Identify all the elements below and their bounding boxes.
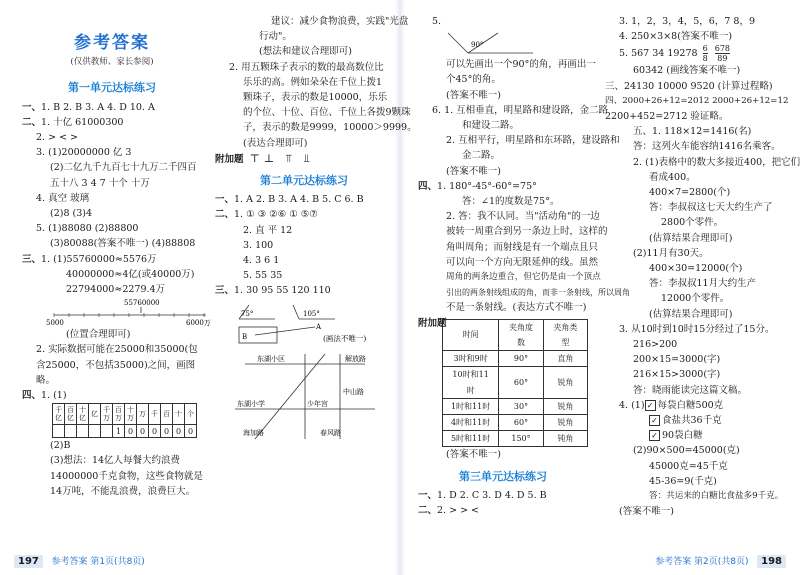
angle-90-drawing <box>438 29 538 57</box>
pv-value-cell: 0 <box>137 425 149 438</box>
table-cell: 3时和9时 <box>443 351 499 367</box>
table-cell: 1时和11时 <box>443 398 499 414</box>
draw-note: (画法不唯一) <box>323 333 367 343</box>
pv-head-cell: 百 <box>161 404 173 425</box>
table-cell: 锐角 <box>543 415 587 431</box>
pv-value-cell <box>101 425 113 438</box>
c3-fujia: 附加题 <box>418 317 447 329</box>
table-cell: 锐角 <box>543 367 587 398</box>
u1-q2-3: 3. (1)20000000 亿 3 <box>36 147 132 159</box>
c4-q5-line: 2800个零件。 <box>661 217 724 229</box>
c2-q2-5: 子，表示的数是9999，10000＞9999。 <box>243 122 417 134</box>
c4-q5-line: 216×15>3000(字) <box>633 369 721 381</box>
c2-top-2: 行动"。 <box>259 31 292 43</box>
map-diagram <box>215 349 390 444</box>
u2-q2-1: 二、1. ① ③ ②⑥ ① ⑤⑦ <box>215 209 318 221</box>
u2-q3-1: 三、1. 30 95 55 120 110 <box>215 285 331 297</box>
page-number-left: 197 <box>14 555 43 568</box>
c4-q5-line: 答：这列火车能容纳1416名乘客。 <box>633 141 781 153</box>
c4-q5-line: (2)11月有30天。 <box>633 247 709 259</box>
pv-value-cell: 0 <box>173 425 185 438</box>
c2-top-1: 建议：减少食物浪费，实践"光盘 <box>271 16 409 27</box>
checkbox-3: ✓ <box>649 430 660 441</box>
footer-right <box>655 554 786 567</box>
c4-b-3: 2200+452=2712 验证略。 <box>605 111 729 123</box>
table-cell: 60° <box>499 415 544 431</box>
c3-q6-2: 和建设二路。 <box>462 120 520 132</box>
u1-q4-label: 四、1. (1) <box>22 390 67 402</box>
page-subtitle: (仅供教师、家长参阅) <box>70 57 154 68</box>
map-label-4: 少年宫 <box>307 399 328 408</box>
checkbox-1: ✓ <box>645 400 656 411</box>
c4-q5-line: 3. 从10时到10时15分经过了15分。 <box>619 323 775 335</box>
u1-q3-2: 40000000≈4亿(或40000万) <box>66 268 195 280</box>
pv-value-cell <box>65 425 77 438</box>
c4-q5-line: 答：李叔叔这七天大约生产了 <box>649 202 773 214</box>
c3-q7-2: 答：∠1的度数是75°。 <box>462 196 560 208</box>
svg-text:B: B <box>242 332 248 341</box>
table-header: 时间 <box>443 319 499 350</box>
map-label-2: 解放路 <box>345 354 366 363</box>
c4-q4-2: ✓ 食盐共36千克 <box>605 413 785 428</box>
c3-q7-6: 可以向一个方向无限延伸的线。虽然 <box>446 256 599 268</box>
c4-a-2: 4. 250×3×8(答案不唯一) <box>619 31 733 43</box>
pv-value-cell <box>89 425 101 438</box>
pv-head-cell: 十亿 <box>77 404 89 425</box>
c4-l5: 5. 567 34 19278 $\frac{6}{8}$ $\frac{678}{89}$ <box>619 44 731 64</box>
c4-q5-line: 2. (1)表格中的数大多接近400，把它们 <box>633 156 800 168</box>
u1-q4-3: (3)想法：14亿人每餐大约浪费 <box>50 455 181 467</box>
c4-q5-block <box>605 124 800 398</box>
c3-q6-4: 金二路。 <box>462 150 501 162</box>
checkbox-2: ✓ <box>649 415 660 426</box>
pv-head-cell: 百万 <box>113 404 125 425</box>
pv-head-cell: 个 <box>185 404 197 425</box>
u1-q2-5: 五十八 3 4 7 十个 十万 <box>50 177 150 189</box>
footer-right-text: 参考答案 第2页(共8页) <box>655 557 749 567</box>
column-2 <box>215 14 417 444</box>
unit3-title: 第三单元达标练习 <box>459 469 547 483</box>
c4-q5-line: 答：李叔叔11月大约生产 <box>649 278 757 290</box>
table-cell: 4时和11时 <box>443 415 499 431</box>
clock-angle-table <box>442 319 588 448</box>
c4-q5-line: 看成400。 <box>649 171 696 183</box>
page-number-right: 198 <box>757 555 786 568</box>
pv-head-cell: 十 <box>173 404 185 425</box>
fraction-1: $\frac{6}{8}$ <box>702 44 708 64</box>
table-row <box>443 367 588 398</box>
ray-a <box>448 33 468 53</box>
table-row <box>443 398 588 414</box>
u1-q2-6: 4. 真空 玻璃 <box>36 192 90 204</box>
c4-b-1: 三、24130 10000 9520 (计算过程略) <box>605 80 773 92</box>
c4-q4-r4: 答：共运来的白糖比食盐多9千克。 <box>649 491 784 502</box>
column-3 <box>418 14 630 518</box>
number-line <box>46 297 216 327</box>
u2-q2-2: 2. 直 平 12 <box>243 224 293 236</box>
table-row <box>443 431 588 447</box>
c2-q2-6: (表达合理即可) <box>243 137 308 149</box>
u1-q4-5: 14万吨，不能乱浪费，浪费巨大。 <box>50 485 196 497</box>
place-value-table <box>52 403 197 438</box>
c3-q5-2: 个45°的角。 <box>446 74 501 86</box>
table-cell: 60° <box>499 367 544 398</box>
u1-q2-4: (2)二亿九千九百七十九万二千四百 <box>50 162 197 174</box>
u1-q2-1: 二、1. 十亿 61000300 <box>22 116 124 128</box>
map-label-3: 东湖小学 <box>237 399 265 408</box>
table-header: 夹角类型 <box>543 319 587 350</box>
c4-q4-r2: 45000克=45千克 <box>649 460 728 472</box>
c4-q5-line: (估算结果合理即可) <box>649 308 733 320</box>
c3-q6-1: 6. 1. 互相垂直，明星路和建设路，金二路 <box>432 104 609 116</box>
c3-q6-5: (答案不唯一) <box>446 165 501 177</box>
u1-q2-9: (3)80088(答案不唯一) (4)88808 <box>50 238 196 250</box>
c4-q5-line: 五、1. 118×12=1416(名) <box>633 126 752 138</box>
map-label-7: 春风路 <box>320 428 341 437</box>
c4-q5-line: 400×30=12000(个) <box>649 263 743 275</box>
c4-q5-line: 400×7=2800(个) <box>649 187 731 199</box>
u2-q2-5: 5. 55 35 <box>243 270 283 282</box>
pv-head-cell: 千 <box>149 404 161 425</box>
book-gutter <box>395 0 405 575</box>
u2-q2-3: 3. 100 <box>243 239 274 251</box>
table-cell: 5时和11时 <box>443 431 499 447</box>
u1-q3-q2: 2. 实际数据可能在25000和35000(包含25000，不包括35000)之间，画图略。 <box>36 344 198 386</box>
pv-value-cell <box>77 425 89 438</box>
pv-value-cell: 0 <box>185 425 197 438</box>
u1-q3-1: 三、1. (1)55760000≈5576万 <box>22 253 157 265</box>
u3-q1: 一、1. D 2. C 3. D 4. D 5. B <box>418 489 547 501</box>
c4-q5-line: 答：晓雨能读完这篇文稿。 <box>633 384 748 396</box>
c2-q2-1: 2. 用五颗珠子表示的数的最高数位比 <box>229 61 384 73</box>
c3-q6-3: 2. 互相平行，明星路和东环路，建设路和 <box>446 135 620 147</box>
c3-q7-3: 2. 答：我不认同。当"活动角"的一边 <box>446 211 600 223</box>
pv-head-cell: 万 <box>137 404 149 425</box>
column-1 <box>22 14 211 499</box>
column-4 <box>605 14 800 520</box>
u2-q1: 一、1. A 2. B 3. A 4. B 5. C 6. B <box>215 194 364 206</box>
c2-top-3: (想法和建议合理即可) <box>259 46 352 58</box>
c4-q4-r1: (2)90×500=45000(克) <box>633 445 740 457</box>
c4-q4-1: 4. (1) ✓ 每袋白糖500克 <box>619 399 724 411</box>
c3-q7-4: 被转一周重合到另一条边上时，这样的 <box>446 226 608 238</box>
c4-q5-line: 200×15=3000(字) <box>633 354 721 366</box>
unit2-title: 第二单元达标练习 <box>260 174 348 188</box>
pv-value-cell <box>53 425 65 438</box>
map-label-1: 东湖小区 <box>257 354 285 363</box>
table-cell: 钝角 <box>543 431 587 447</box>
c4-q4-3: ✓ 90袋白糖 <box>605 428 785 443</box>
table-cell: 直角 <box>543 351 587 367</box>
u1-q2-7: (2)8 (3)4 <box>50 208 93 220</box>
deg-label: 90° <box>471 41 484 50</box>
c3-q5-1: 可以先画出一个90°的角，再画出一 <box>446 59 596 71</box>
u1-q2-2: 2. > < > <box>36 132 79 144</box>
pv-value-cell: 0 <box>149 425 161 438</box>
pv-head-cell: 千亿 <box>53 404 65 425</box>
u1-q3-note: (位置合理即可) <box>66 329 131 341</box>
pv-head-cell: 百亿 <box>65 404 77 425</box>
map-label-6: 海加路 <box>243 428 264 437</box>
u1-q4-2: (2)B <box>50 440 71 452</box>
c3-q5-3: (答案不唯一) <box>446 89 501 101</box>
c4-b-2: 四、2000+26+12=2012 2000+26+12=12 <box>605 95 789 106</box>
pv-head-cell: 千万 <box>101 404 113 425</box>
pv-value-cell: 0 <box>161 425 173 438</box>
c2-q2-4: 的个位、十位、百位、千位上各拨9颗珠 <box>243 107 411 119</box>
table-cell: 锐角 <box>543 398 587 414</box>
c2-q2-2: 乐乐的高。例如朵朵在千位上拨1 <box>243 76 383 88</box>
table-cell: 30° <box>499 398 544 414</box>
svg-text:A: A <box>316 322 322 331</box>
footer-left <box>14 554 145 567</box>
fraction-2: $\frac{678}{89}$ <box>714 44 731 64</box>
table-cell: 10时和11时 <box>443 367 499 398</box>
pv-head-cell: 亿 <box>89 404 101 425</box>
c4-q5-line: 12000个零件。 <box>661 293 730 305</box>
table-header: 夹角度数 <box>499 319 544 350</box>
u2-q2-4: 4. 3 6 1 <box>243 255 280 267</box>
angle2-label: 105° <box>303 309 320 318</box>
c3-q7-1: 四、1. 180°-45°-60°=75° <box>418 180 537 192</box>
c3-q7-7: 周角的两条边重合，但它仍是由一个顶点 <box>446 272 601 283</box>
u1-q4-4: 14000000千克食物，这些食物就是 <box>50 470 203 482</box>
c4-l5b: 60342 (画线答案不唯一) <box>633 65 741 77</box>
u1-q3-3: 22794000≈2279.4万 <box>66 284 166 296</box>
unit1-title: 第一单元达标练习 <box>68 81 156 95</box>
u1-q1: 一、1. B 2. B 3. A 4. D 10. A <box>22 101 155 113</box>
c4-q4-r3: 45-36=9(千克) <box>649 475 717 487</box>
numline-left-label: 5000 <box>46 319 64 328</box>
angle1-label: 75° <box>241 309 254 318</box>
table-row <box>443 415 588 431</box>
table-cell: 150° <box>499 431 544 447</box>
numline-top-label: 55760000 <box>124 299 160 308</box>
footer-left-text: 参考答案 第1页(共8页) <box>51 557 145 567</box>
c3-after-table: (答案不唯一) <box>446 449 501 461</box>
c3-q7-8: 引出的两条射线组成的角，而非一条射线，所以周角 <box>446 288 630 298</box>
c3-q7-9: 不是一条射线。(表达方式不唯一) <box>446 302 587 314</box>
table-cell: 90° <box>499 351 544 367</box>
c4-q5-line: (估算结果合理即可) <box>649 232 733 244</box>
line-ba <box>255 327 315 335</box>
map-label-5: 中山路 <box>343 387 364 396</box>
table-row <box>443 351 588 367</box>
pv-value-cell: 0 <box>125 425 137 438</box>
pv-value-cell: 1 <box>113 425 125 438</box>
angle-drawings <box>215 299 390 349</box>
u3-q2: 二、2. > > < <box>418 505 480 517</box>
numline-right-label: 6000万 <box>186 319 211 328</box>
c2-q2-3: 颗珠子，表示的数是10000，乐乐 <box>243 92 388 104</box>
c3-q7-5: 角叫周角；而射线是有一个端点且只 <box>446 241 599 253</box>
pv-head-cell: 十万 <box>125 404 137 425</box>
road-diagonal <box>255 354 325 439</box>
page-title: 参考答案 <box>74 33 150 53</box>
c3-q5-label: 5. <box>432 16 442 27</box>
c2-fujia: 附加题 ⊤⊥ ⫪ ⫫ <box>215 151 314 165</box>
c4-q5-line: 216>200 <box>633 339 678 351</box>
angle2-ray <box>293 305 299 319</box>
c4-a-1: 3. 1，2，3，4，5，6，7 8，9 <box>619 16 756 27</box>
u1-q2-8: 5. (1)88080 (2)88800 <box>36 223 139 235</box>
c4-q4-r5: (答案不唯一) <box>619 506 674 518</box>
